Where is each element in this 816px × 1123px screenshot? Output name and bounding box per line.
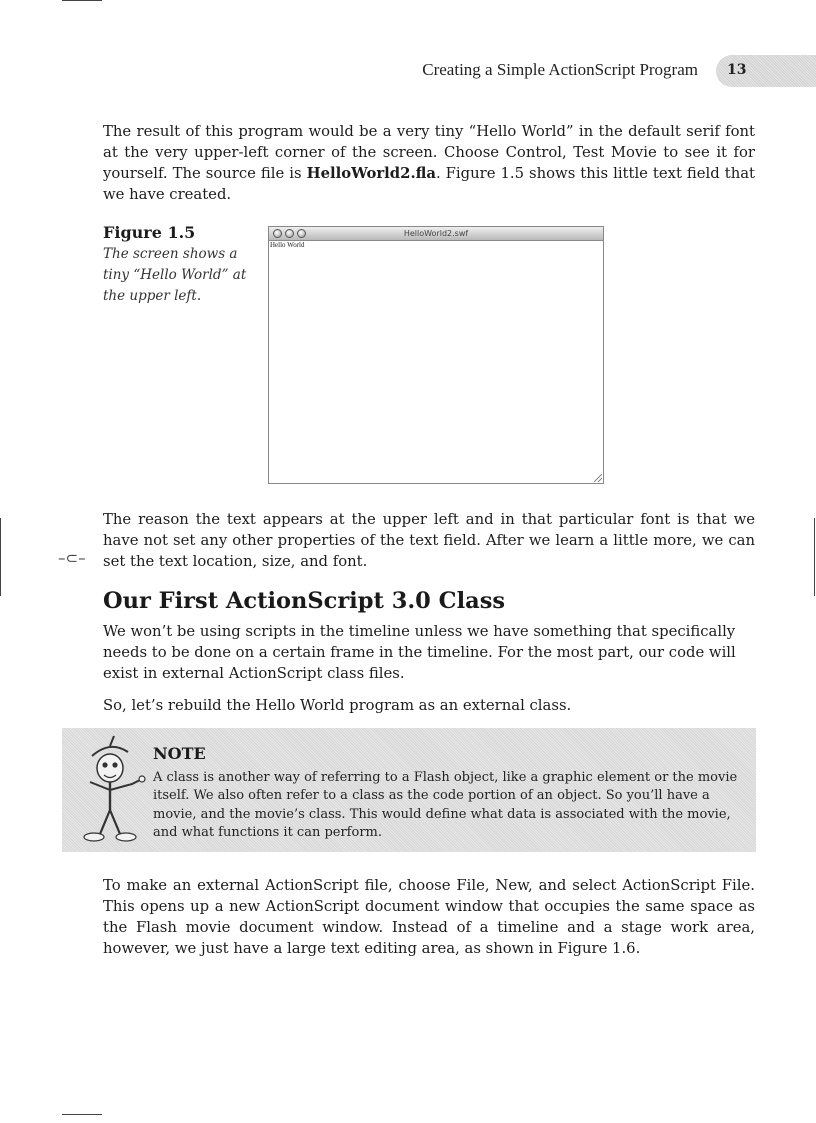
page-number: 13 <box>727 62 747 78</box>
explanation-paragraph: The reason the text appears at the upper left and in that particular font is that we have not set any other properties of the text field. After we learn a little more, we can set the text location, size, and font. <box>103 511 755 570</box>
window-title: HelloWorld2.swf <box>403 229 469 238</box>
closing-paragraph: To make an external ActionScript file, choose File, New, and select ActionScript File. This opens up a new ActionScript document window that occupies the same space as the Flash movie document window. Instead of a timeline and a stage work area, however, we just have a large text editing area, as shown in Figure 1.6. <box>103 877 755 957</box>
crop-mark-top-left <box>62 0 102 1</box>
stage-hello-world-text: Hello World <box>270 241 305 249</box>
mascot-icon <box>70 732 150 848</box>
section-heading: Our First ActionScript 3.0 Class <box>103 588 506 614</box>
note-box <box>62 728 756 852</box>
figure-caption: The screen shows a tiny “Hello World” at the upper left. <box>103 246 247 304</box>
registration-line-left <box>0 518 1 596</box>
crop-mark-bottom-left <box>62 1114 102 1115</box>
registration-line-right <box>814 518 815 596</box>
intro-text-start: The result of this program would be a very tiny “Hello World” in the default serif font at the very upper-left corner of the screen. Choose Control, Test Movie to see it for yourself. The source file is <box>103 123 755 182</box>
resize-grip-icon <box>594 474 602 482</box>
margin-bracket-icon: –⊂– <box>58 549 86 567</box>
intro-text-end: . Figure 1.5 shows this little text field that we have created. <box>103 165 755 203</box>
running-header-title: Creating a Simple ActionScript Program <box>422 60 698 79</box>
figure-screenshot-window <box>268 226 604 484</box>
intro-paragraph <box>103 121 755 205</box>
section-paragraph-1: We won’t be using scripts in the timeline unless we have something that specifically needs to be done on a certain frame in the timeline. For the most part, our code will exist in external ActionScript class files. <box>103 623 736 682</box>
section-paragraph-2: So, let’s rebuild the Hello World program as an external class. <box>103 697 572 714</box>
figure-number: Figure 1.5 <box>103 223 196 242</box>
note-body: A class is another way of referring to a Flash object, like a graphic element or the movie itself. We also often refer to a class as the code portion of an object. So you’ll have a movie, and the movie’s class. This would define what data is associated with the movie, and what functions it can perform. <box>153 770 738 841</box>
source-file-name: HelloWorld2.fla <box>306 165 436 182</box>
note-label: NOTE <box>153 744 206 763</box>
window-titlebar <box>269 227 603 241</box>
